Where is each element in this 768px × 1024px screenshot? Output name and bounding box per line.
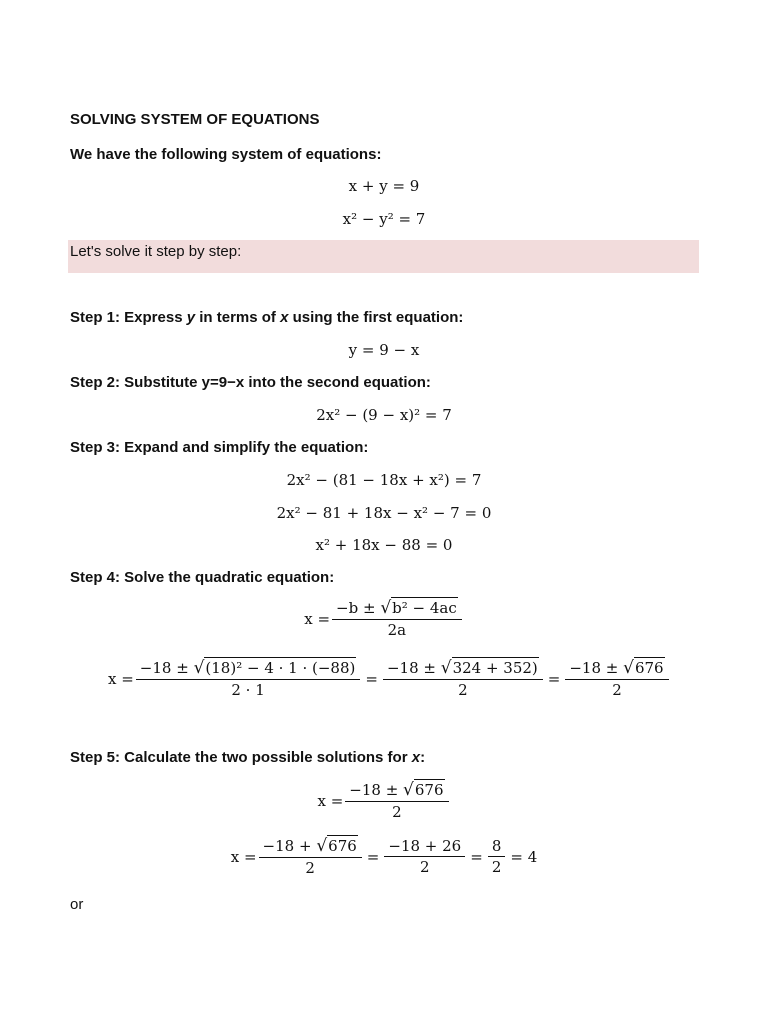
highlight-text: Let's solve it step by step: [70, 243, 242, 260]
document-title: SOLVING SYSTEM OF EQUATIONS [70, 111, 320, 128]
or-text: or [70, 896, 84, 913]
sqrt-symbol: √676 [316, 836, 357, 856]
fraction-3-numerator: −18 ± [569, 659, 624, 677]
quadratic-lhs: x = [304, 609, 331, 628]
step-5-prefix: Step 5: Calculate the two possible solutions for [70, 749, 412, 766]
step-1-var-x: x [280, 309, 289, 326]
step-3-equation-3: x² + 18x − 88 = 0 [315, 536, 453, 554]
step-1-var-y: y [186, 309, 196, 326]
substitution-fraction-1 [136, 660, 361, 698]
fraction-3-radicand: 676 [634, 659, 664, 677]
fraction-1-radicand: (18)² − 4 · 1 · (−88) [205, 659, 356, 677]
quadratic-fraction [332, 600, 462, 638]
step-4-heading: Step 4: Solve the quadratic equation: [70, 569, 335, 586]
evaluation-fraction-1 [259, 838, 362, 876]
substitution-fraction-3 [565, 660, 668, 698]
substitution-lhs: x = [108, 669, 134, 688]
solution-formula [0, 782, 768, 820]
evaluation-fraction-3 [488, 839, 506, 875]
quadratic-radicand: b² − 4ac [392, 599, 457, 617]
substitution-fraction-2 [383, 660, 543, 698]
quadratic-formula [0, 600, 768, 638]
solution-fraction [345, 782, 448, 820]
equals-sign: = [365, 669, 378, 688]
quadratic-denominator: 2a [387, 621, 407, 639]
evaluation-fraction-2-denominator: 2 [420, 858, 430, 876]
evaluation-fraction-3-numerator: 8 [488, 839, 506, 857]
step-2-equation: 2x² − (9 − x)² = 7 [316, 406, 452, 424]
solution-evaluation [0, 838, 768, 876]
step-3-equation-2: 2x² − 81 + 18x − x² − 7 = 0 [276, 504, 492, 522]
fraction-1-numerator: −18 ± [139, 659, 194, 677]
evaluation-fraction-2 [384, 839, 465, 875]
evaluation-fraction-1-denominator: 2 [305, 859, 315, 877]
intro-text: We have the following system of equations: [70, 146, 382, 163]
step-1-equation: y = 9 − x [348, 341, 420, 359]
evaluation-fraction-1-radicand: 676 [328, 837, 357, 855]
step-1-heading [70, 309, 463, 326]
equals-sign: = [470, 847, 483, 866]
evaluation-fraction-2-numerator: −18 + 26 [384, 839, 465, 857]
quadratic-numerator: −b ± [336, 599, 381, 617]
equals-sign: = [366, 847, 380, 866]
fraction-2-radicand: 324 + 352) [452, 659, 538, 677]
sqrt-symbol: √676 [623, 658, 664, 678]
fraction-1-denominator: 2 · 1 [231, 681, 265, 699]
step-2-heading: Step 2: Substitute y=9−x into the second equation: [70, 374, 431, 391]
step-5-var-x: x [411, 749, 421, 766]
evaluation-fraction-3-denominator: 2 [491, 858, 502, 876]
step-5-heading [70, 749, 425, 766]
step-3-equation-1: 2x² − (81 − 18x + x²) = 7 [286, 471, 482, 489]
equation-1: x + y = 9 [348, 177, 420, 195]
sqrt-symbol: √324 + 352) [440, 658, 538, 678]
equals-sign: = [547, 669, 561, 688]
quadratic-substitution [108, 660, 678, 698]
step-5-suffix: : [420, 749, 426, 766]
solution-radicand: 676 [414, 781, 444, 799]
fraction-3-denominator: 2 [612, 681, 622, 699]
solution-denominator: 2 [392, 803, 402, 821]
sqrt-symbol: √(18)² − 4 · 1 · (−88) [193, 658, 356, 678]
sqrt-symbol: √b² − 4ac [380, 598, 457, 618]
fraction-2-numerator: −18 ± [386, 659, 441, 677]
evaluation-fraction-1-numerator: −18 + [262, 837, 317, 855]
evaluation-result: = 4 [510, 847, 538, 866]
step-1-mid: in terms of [195, 309, 281, 326]
step-1-suffix: using the first equation: [288, 309, 464, 326]
solution-lhs: x = [317, 791, 344, 810]
evaluation-lhs: x = [230, 847, 257, 866]
step-1-prefix: Step 1: Express [70, 309, 187, 326]
solution-numerator: −18 ± [349, 781, 404, 799]
equation-2: x² − y² = 7 [342, 210, 426, 228]
sqrt-symbol: √676 [403, 780, 444, 800]
fraction-2-denominator: 2 [458, 681, 468, 699]
step-3-heading: Step 3: Expand and simplify the equation: [70, 439, 369, 456]
